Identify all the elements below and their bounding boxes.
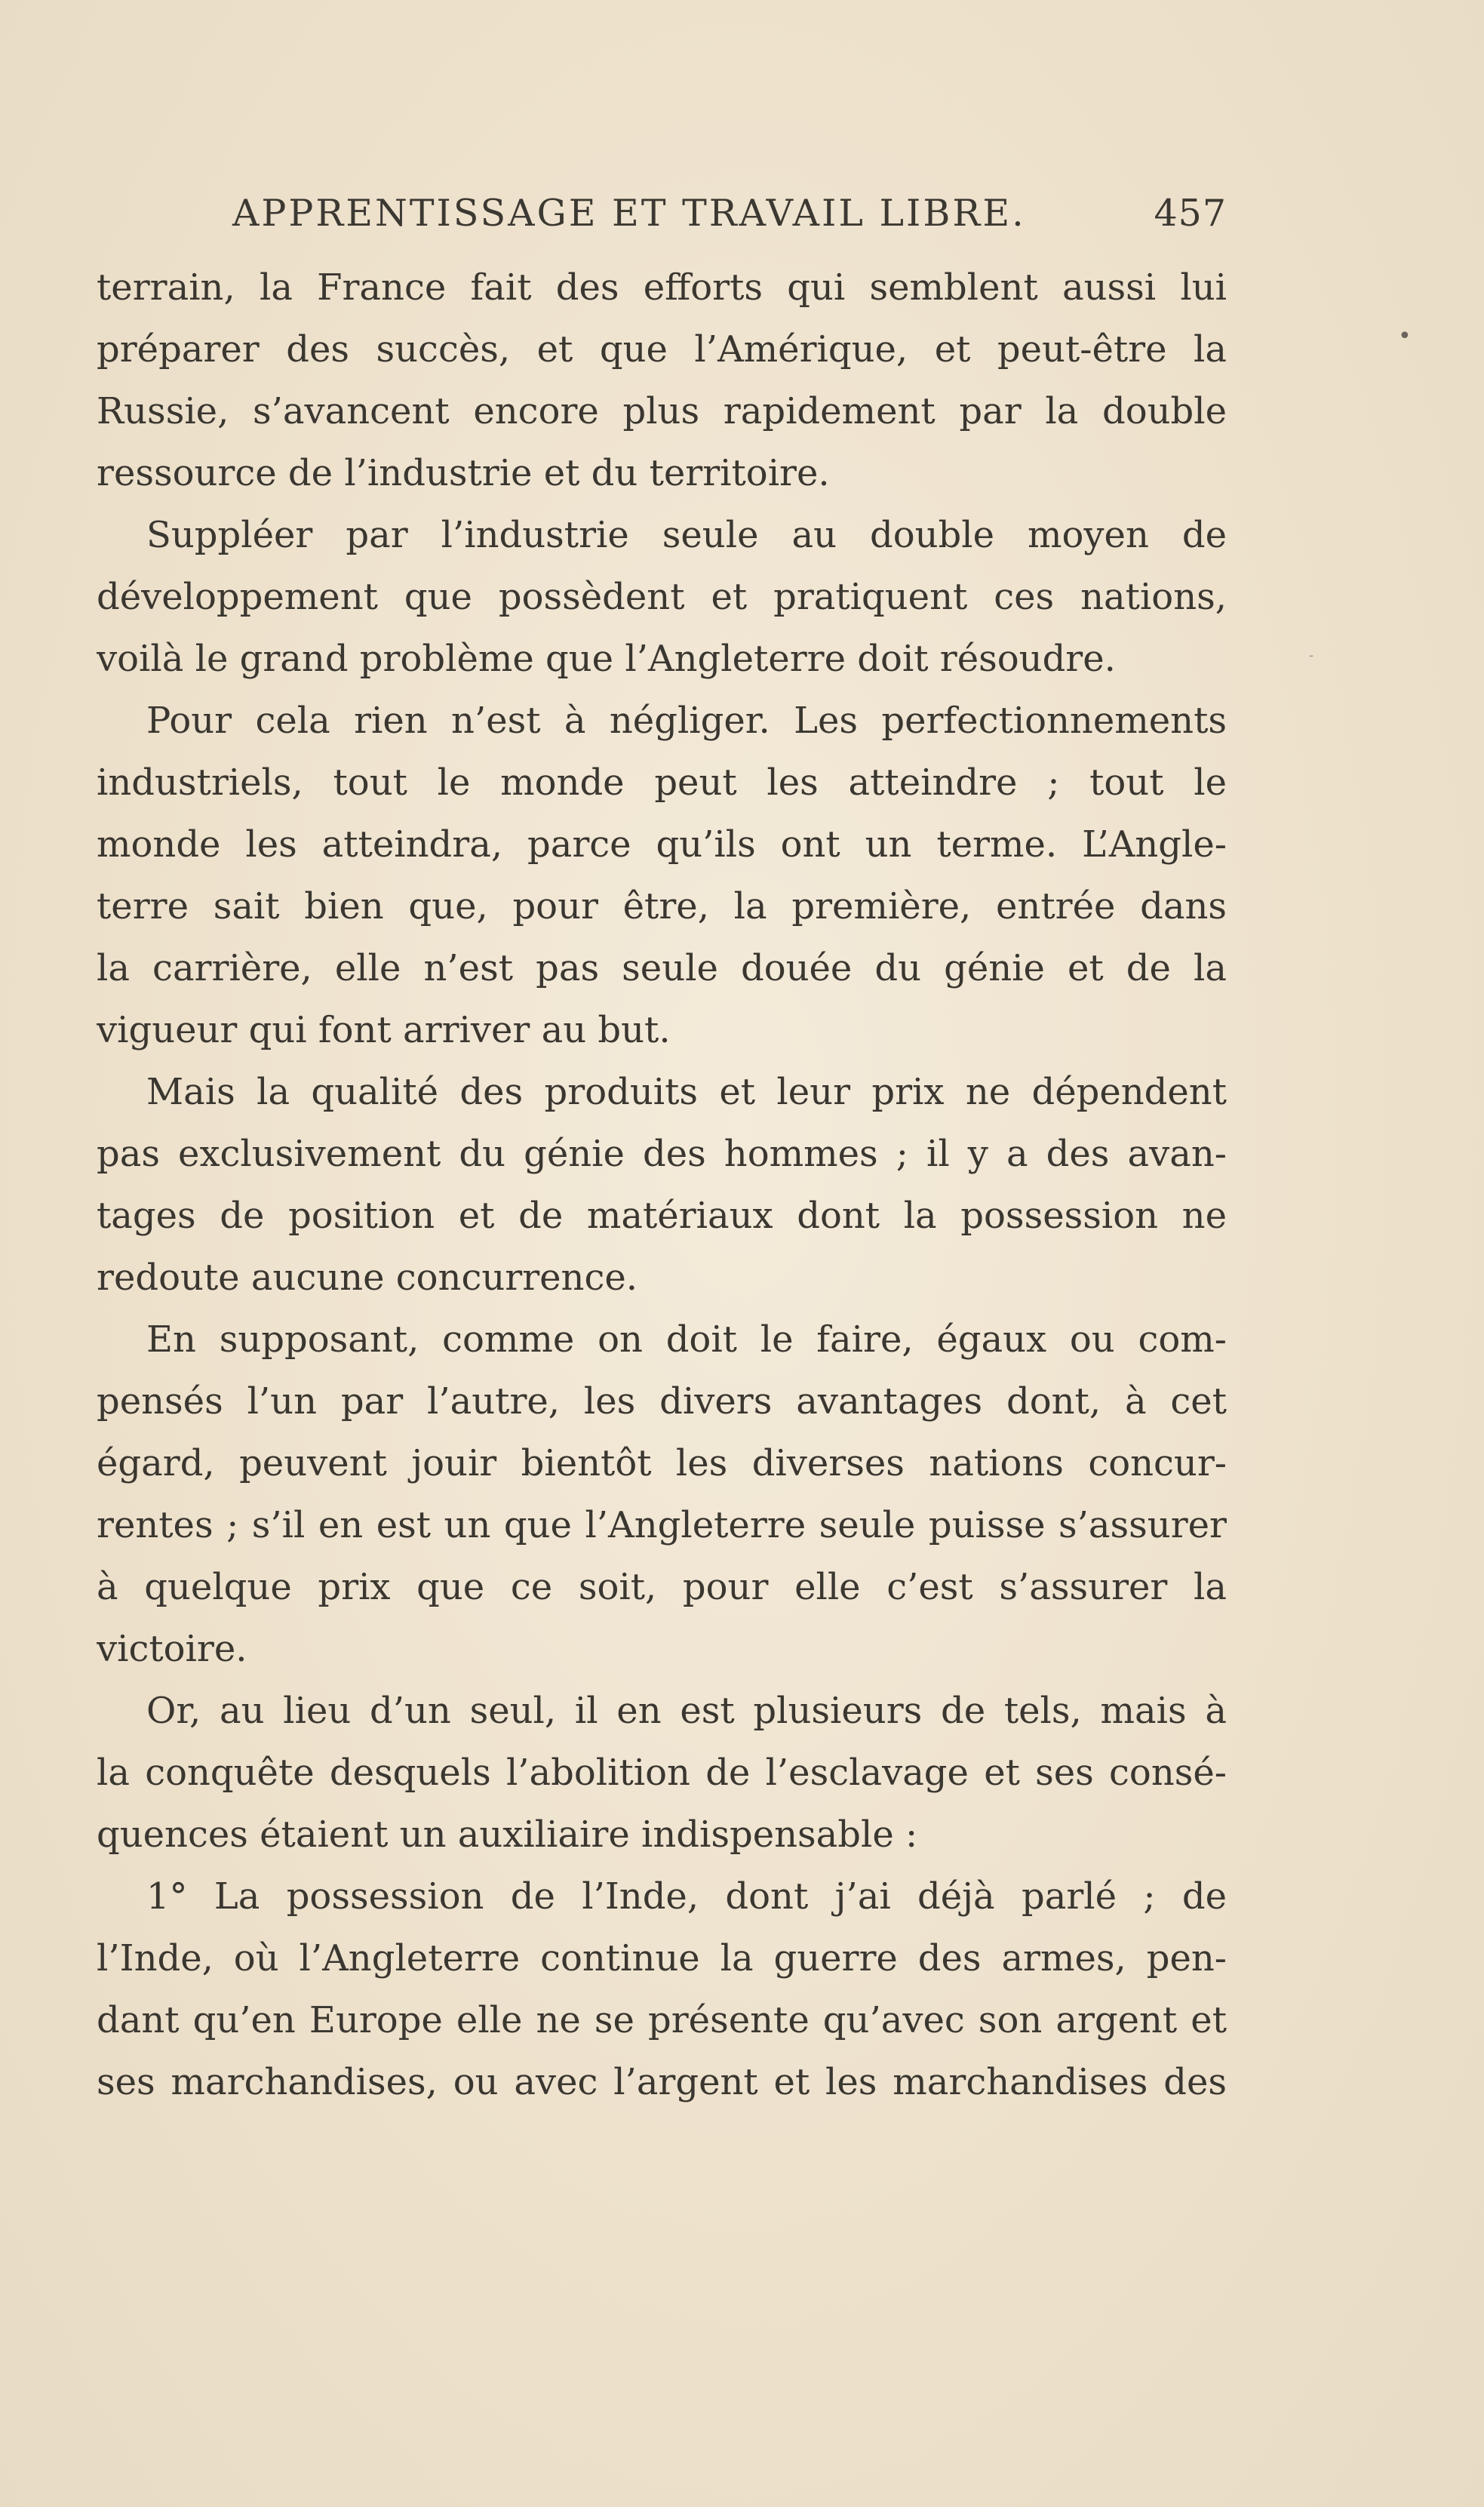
text-line: terrain, la France fait des efforts qui semblent aussi lui <box>97 266 1227 309</box>
text-line: terre sait bien que, pour être, la première, entrée dans <box>97 885 1227 927</box>
text-line: industriels, tout le monde peut les atteindre ; tout le <box>97 761 1227 804</box>
text-line: En supposant, comme on doit le faire, égaux ou com- <box>146 1318 1227 1361</box>
text-line: ressource de l’industrie et du territoire. <box>97 452 830 494</box>
page-number: 457 <box>1154 192 1227 235</box>
text-line: dant qu’en Europe elle ne se présente qu’avec son argent et <box>97 1999 1227 2041</box>
text-line: ses marchandises, ou avec l’argent et les marchandises des <box>97 2061 1227 2103</box>
page-header <box>97 192 1227 245</box>
ink-speck: • <box>1398 323 1412 349</box>
text-line: redoute aucune concurrence. <box>97 1257 638 1299</box>
text-line: développement que possèdent et pratiquent ces nations, <box>97 576 1227 618</box>
running-title: APPRENTISSAGE ET TRAVAIL LIBRE. <box>232 192 1026 235</box>
text-line: Russie, s’avancent encore plus rapidement par la double <box>97 390 1227 432</box>
text-line: pas exclusivement du génie des hommes ; il y a des avan- <box>97 1133 1227 1175</box>
text-line: Or, au lieu d’un seul, il en est plusieurs de tels, mais à <box>146 1690 1227 1732</box>
text-line: l’Inde, où l’Angleterre continue la guerre des armes, pen- <box>97 1937 1227 1979</box>
text-line: rentes ; s’il en est un que l’Angleterre seule puisse s’assurer <box>97 1504 1227 1546</box>
text-line: égard, peuvent jouir bientôt les diverses nations concur- <box>97 1442 1227 1484</box>
text-line: à quelque prix que ce soit, pour elle c’est s’assurer la <box>97 1566 1227 1608</box>
text-line: tages de position et de matériaux dont la possession ne <box>97 1195 1227 1237</box>
text-line: 1° La possession de l’Inde, dont j’ai déjà parlé ; de <box>146 1875 1227 1918</box>
text-line: pensés l’un par l’autre, les divers avantages dont, à cet <box>97 1380 1227 1423</box>
text-line: Mais la qualité des produits et leur prix ne dépendent <box>146 1071 1227 1113</box>
ink-speck: - <box>1309 648 1314 663</box>
text-line: quences étaient un auxiliaire indispensable : <box>97 1813 918 1856</box>
text-line: monde les atteindra, parce qu’ils ont un terme. L’Angle- <box>97 823 1227 866</box>
text-line: Suppléer par l’industrie seule au double moyen de <box>146 514 1227 556</box>
body-text <box>97 257 1227 2113</box>
text-line: victoire. <box>97 1628 247 1670</box>
text-line: Pour cela rien n’est à négliger. Les perfectionnements <box>146 700 1227 742</box>
text-line: la carrière, elle n’est pas seule douée du génie et de la <box>97 947 1227 989</box>
text-line: la conquête desquels l’abolition de l’esclavage et ses consé- <box>97 1752 1227 1794</box>
text-line: préparer des succès, et que l’Amérique, et peut-être la <box>97 328 1227 371</box>
text-line: vigueur qui font arriver au but. <box>97 1009 671 1051</box>
text-line: voilà le grand problème que l’Angleterre doit résoudre. <box>97 638 1116 680</box>
